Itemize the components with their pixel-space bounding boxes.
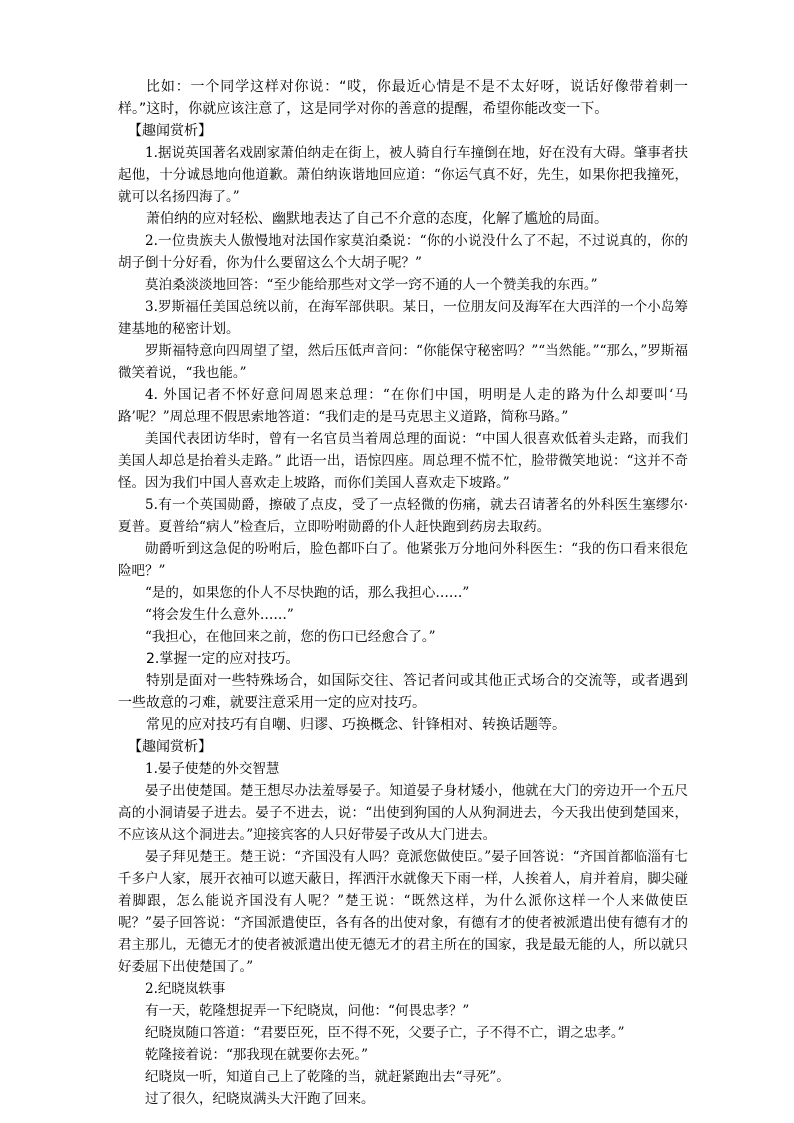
- anecdote-paragraph: 4. 外国记者不怀好意问周恩来总理：“在你们中国，明明是人走的路为什么却要叫‘马路’呢？”周总理不假思索地答道：“我们走的是马克思主义道路，简称马路。”: [118, 387, 688, 425]
- document-page: [118, 76, 688, 1110]
- anecdote-paragraph: 莫泊桑淡淡地回答：“至少能给那些对文学一窍不通的人一个赞美我的东西。”: [145, 277, 598, 293]
- commentary-paragraph: 萧伯纳的应对轻松、幽默地表达了自己不介意的态度，化解了尴尬的局面。: [146, 211, 608, 227]
- anecdote-paragraph: 3.罗斯福任美国总统以前，在海军部供职。某日，一位朋友问及海军在大西洋的一个小岛筹建基地的秘密计划。: [118, 299, 688, 337]
- anecdote-paragraph: 勋爵听到这急促的吩咐后，脸色都吓白了。他紧张万分地问外科医生：“我的伤口看来很危险吧？”: [118, 541, 688, 579]
- anecdote-paragraph: 5.有一个英国勋爵，擦破了点皮，受了一点轻微的伤痛，就去召请著名的外科医生塞缪尔·夏普。夏普给“病人”检查后，立即吩咐勋爵的仆人赶快跑到药房去取药。: [118, 497, 688, 535]
- dialogue-line: 乾隆接着说：“那我现在就要你去死。”: [145, 1047, 369, 1063]
- story-title: 1.晏子使楚的外交智慧: [145, 761, 280, 777]
- anecdote-paragraph: 罗斯福特意向四周望了望，然后压低声音问：“你能保守秘密吗？”“当然能。”“那么，”罗斯福微笑着说，“我也能。”: [118, 343, 688, 381]
- anecdote-paragraph: 美国代表团访华时，曾有一名官员当着周总理的面说：“中国人很喜欢低着头走路，而我们美国人却总是抬着头走路。” 此语一出，语惊四座。周总理不慌不忙，脸带微笑地说：“这并不奇怪。因为我们中国人喜欢走上坡路，而你们美国人喜欢走下坡路。”: [118, 431, 688, 491]
- dialogue-line: 有一天，乾隆想捉弄一下纪晓岚，问他：“何畏忠孝？”: [145, 1003, 470, 1019]
- body-paragraph: 特别是面对一些特殊场合，如国际交往、答记者问或其他正式场合的交流等，或者遇到一些故意的刁难，就要注意采用一定的应对技巧。: [118, 673, 688, 711]
- section-heading: 【趣闻赏析】: [128, 739, 212, 755]
- story-title: 2.纪晓岚轶事: [145, 981, 226, 997]
- dialogue-line: 纪晓岚一听，知道自己上了乾隆的当，就赶紧跑出去“寻死”。: [145, 1069, 510, 1085]
- anecdote-paragraph: 晏子出使楚国。楚王想尽办法羞辱晏子。知道晏子身材矮小，他就在大门的旁边开一个五尺高的小洞请晏子进去。晏子不进去，说：“出使到狗国的人从狗洞进去，今天我出使到楚国来，不应该从这个洞进去。”迎接宾客的人只好带晏子改从大门进去。: [118, 783, 688, 843]
- anecdote-paragraph: 晏子拜见楚王。楚王说：“齐国没有人吗？竟派您做使臣。”晏子回答说：“齐国首都临淄有七千多户人家，展开衣袖可以遮天蔽日，挥洒汗水就像天下雨一样，人挨着人，肩并着肩，脚尖碰着脚跟，怎么能说齐国没有人呢？”楚王说：“既然这样，为什么派你这样一个人来做使臣呢？”晏子回答说：“齐国派遣使臣，各有各的出使对象，有德有才的使者被派遣出使有德有才的君主那儿，无德无才的使者被派遣出使无德无才的君主所在的国家，我是最无能的人，所以就只好委屈下出使楚国了。”: [118, 849, 688, 975]
- anecdote-paragraph: 1.据说英国著名戏剧家萧伯纳走在街上，被人骑自行车撞倒在地，好在没有大碍。肇事者扶起他，十分诚恳地向他道歉。萧伯纳诙谐地回应道：“你运气真不好，先生，如果你把我撞死，就可以名扬四海了。”: [118, 145, 688, 205]
- body-paragraph: 常见的应对技巧有自嘲、归谬、巧换概念、针锋相对、转换话题等。: [146, 717, 566, 733]
- dialogue-line: 过了很久，纪晓岚满头大汗跑了回来。: [145, 1091, 375, 1107]
- dialogue-line: 纪晓岚随口答道：“君要臣死，臣不得不死，父要子亡，子不得不亡，谓之忠孝。”: [145, 1025, 625, 1041]
- intro-paragraph: 比如：一个同学这样对你说：“哎，你最近心情是不是不太好呀，说话好像带着刺一样。”这时，你就应该注意了，这是同学对你的善意的提醒，希望你能改变一下。: [118, 79, 688, 117]
- subsection-title: 2.掌握一定的应对技巧。: [146, 651, 300, 667]
- dialogue-line: “我担心，在他回来之前，您的伤口已经愈合了。”: [145, 629, 436, 645]
- section-heading: 【趣闻赏析】: [128, 123, 212, 139]
- dialogue-line: “将会发生什么意外……”: [145, 607, 294, 623]
- anecdote-paragraph: 2.一位贵族夫人傲慢地对法国作家莫泊桑说：“你的小说没什么了不起，不过说真的，你的胡子倒十分好看，你为什么要留这么个大胡子呢？”: [118, 233, 688, 271]
- dialogue-line: “是的，如果您的仆人不尽快跑的话，那么我担心……”: [145, 585, 470, 601]
